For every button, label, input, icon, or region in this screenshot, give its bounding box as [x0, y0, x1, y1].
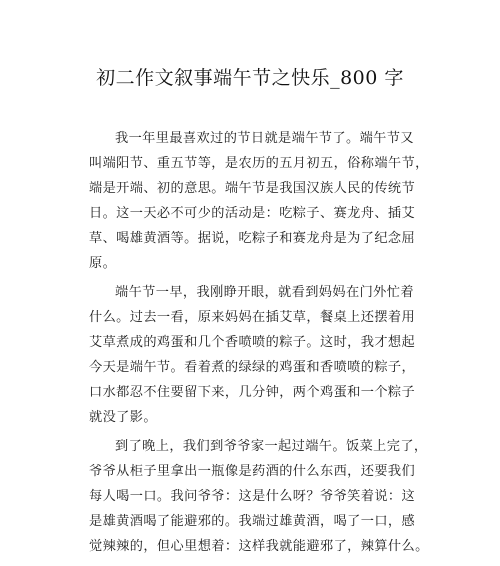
text-line: 口水都忍不住要留下来，几分钟，两个鸡蛋和一个粽子	[89, 385, 416, 400]
text-line: 觉辣辣的，但心里想着：这样我就能避邪了，辣算什么。	[89, 539, 429, 554]
document-body	[89, 126, 429, 559]
paragraph-1	[89, 126, 429, 276]
text-line: 到了晚上，我们到爷爷家一起过端午。饭菜上完了，	[115, 439, 428, 454]
text-line: 爷爷从柜子里拿出一瓶像是药酒的什么东西，还要我们	[89, 464, 416, 479]
text-line: 每人喝一口。我问爷爷：这是什么呀？爷爷笑着说：这	[89, 489, 416, 504]
text-line: 我一年里最喜欢过的节日就是端午节了。端午节又	[115, 131, 414, 146]
text-line: 端午节一早，我刚睁开眼，就看到妈妈在门外忙着	[115, 285, 414, 300]
text-line: 什么。过去一看，原来妈妈在插艾草，餐桌上还摆着用	[89, 310, 416, 325]
text-line: 原。	[89, 256, 117, 271]
text-line: 草、喝雄黄酒等。据说，吃粽子和赛龙舟是为了纪念屈	[89, 231, 416, 246]
text-line: 叫端阳节、重五节等，是农历的五月初五，俗称端午节，	[89, 156, 429, 171]
text-line: 今天是端午节。看着煮的绿绿的鸡蛋和香喷喷的粽子，	[89, 360, 416, 375]
paragraph-3	[89, 434, 429, 559]
text-line: 日。这一天必不可少的活动是：吃粽子、赛龙舟、插艾	[89, 206, 416, 221]
paragraph-2	[89, 280, 419, 430]
text-line: 端是开端、初的意思。端午节是我国汉族人民的传统节	[89, 181, 416, 196]
text-line: 是雄黄酒喝了能避邪的。我端过雄黄酒，喝了一口，感	[89, 514, 416, 529]
document-title: 初二作文叙事端午节之快乐_800 字	[96, 67, 404, 89]
text-line: 艾草煮成的鸡蛋和几个香喷喷的粽子。这时，我才想起	[89, 335, 416, 350]
text-line: 就没了影。	[89, 410, 157, 425]
